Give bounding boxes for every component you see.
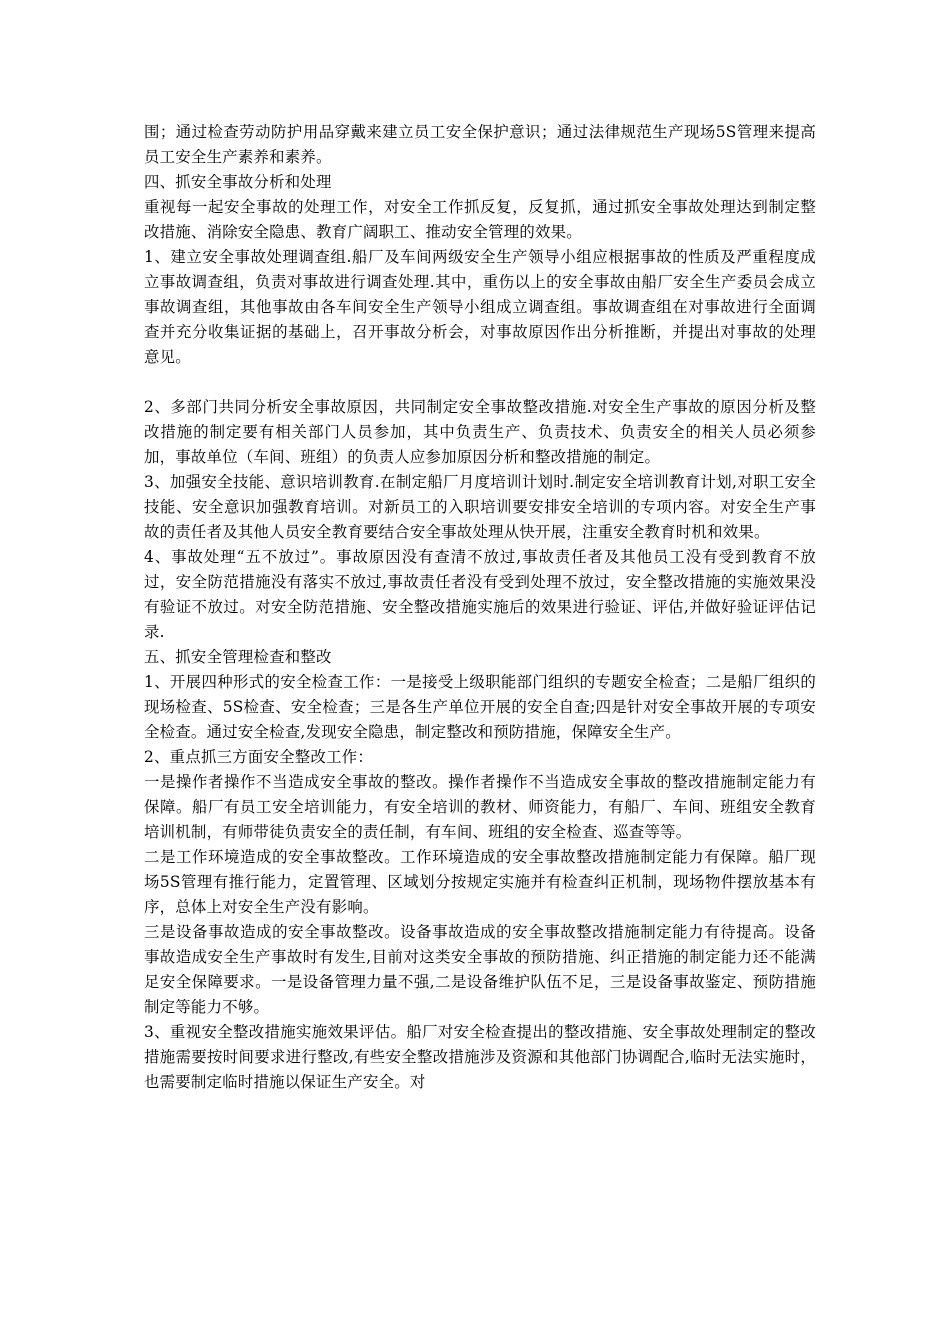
section-heading-4: 四、抓安全事故分析和处理 bbox=[144, 173, 332, 191]
paragraph-intro: 重视每一起安全事故的处理工作，对安全工作抓反复，反复抓，通过抓安全事故处理达到制定整改措施、消除安全隐患、教育广阔职工、推动安全管理的效果。 bbox=[144, 198, 816, 241]
paragraph-item-2: 2、多部门共同分析安全事故原因，共同制定安全事故整改措施.对安全生产事故的原因分析及整改措施的制定要有相关部门人员参加，其中负责生产、负责技术、负责安全的相关人员必须参加，事故单位（车间、班组）的负责人应参加原因分析和整改措施的制定。 bbox=[144, 398, 816, 466]
paragraph-check-2: 2、重点抓三方面安全整改工作： bbox=[144, 748, 374, 766]
document-body bbox=[144, 120, 816, 1095]
paragraph-environment: 二是工作环境造成的安全事故整改。工作环境造成的安全事故整改措施制定能力有保障。船厂现场5S管理有推行能力，定置管理、区域划分按规定实施并有检查纠正机制，现场物件摆放基本有序，总体上对安全生产没有影响。 bbox=[144, 848, 816, 916]
blank-line bbox=[144, 370, 816, 395]
paragraph-item-3: 3、加强安全技能、意识培训教育.在制定船厂月度培训计划时.制定安全培训教育计划,对职工安全技能、安全意识加强教育培训。对新员工的入职培训要安排安全培训的专项内容。对安全生产事故的责任者及其他人员安全教育要结合安全事故处理从快开展，注重安全教育时机和效果。 bbox=[144, 473, 816, 541]
paragraph-item-4: 4、事故处理“五不放过”。事故原因没有查清不放过,事故责任者及其他员工没有受到教育不放过，安全防范措施没有落实不放过,事故责任者没有受到处理不放过，安全整改措施的实施效果没有验证不放过。对安全防范措施、安全整改措施实施后的效果进行验证、评估,并做好验证评估记录. bbox=[144, 548, 816, 641]
paragraph-operator: 一是操作者操作不当造成安全事故的整改。操作者操作不当造成安全事故的整改措施制定能力有保障。船厂有员工安全培训能力，有安全培训的教材、师资能力，有船厂、车间、班组安全教育培训机制，有师带徒负责安全的责任制，有车间、班组的安全检查、巡查等等。 bbox=[144, 773, 816, 841]
paragraph-continuation: 围；通过检查劳动防护用品穿戴来建立员工安全保护意识；通过法律规范生产现场5S管理来提高员工安全生产素养和素养。 bbox=[144, 123, 816, 166]
paragraph-item-1: 1、建立安全事故处理调查组.船厂及车间两级安全生产领导小组应根据事故的性质及严重程度成立事故调查组，负责对事故进行调查处理.其中，重伤以上的安全事故由船厂安全生产委员会成立事故调查组，其他事故由各车间安全生产领导小组成立调查组。事故调查组在对事故进行全面调查并充分收集证据的基础上，召开事故分析会，对事故原因作出分析推断，并提出对事故的处理意见。 bbox=[144, 248, 816, 366]
paragraph-check-1: 1、开展四种形式的安全检查工作：一是接受上级职能部门组织的专题安全检查；二是船厂组织的现场检查、5S检查、安全检查；三是各生产单位开展的安全自查;四是针对安全事故开展的专项安全检查。通过安全检查,发现安全隐患，制定整改和预防措施，保障安全生产。 bbox=[144, 673, 816, 741]
paragraph-equipment: 三是设备事故造成的安全事故整改。设备事故造成的安全事故整改措施制定能力有待提高。设备事故造成安全生产事故时有发生,目前对这类安全事故的预防措施、纠正措施的制定能力还不能满足安全保障要求。一是设备管理力量不强,二是设备维护队伍不足，三是设备事故鉴定、预防措施制定等能力不够。 bbox=[144, 923, 816, 1016]
section-heading-5: 五、抓安全管理检查和整改 bbox=[144, 648, 332, 666]
paragraph-check-3: 3、重视安全整改措施实施效果评估。船厂对安全检查提出的整改措施、安全事故处理制定的整改措施需要按时间要求进行整改,有些安全整改措施涉及资源和其他部门协调配合,临时无法实施时，也需要制定临时措施以保证生产安全。对 bbox=[144, 1023, 816, 1091]
